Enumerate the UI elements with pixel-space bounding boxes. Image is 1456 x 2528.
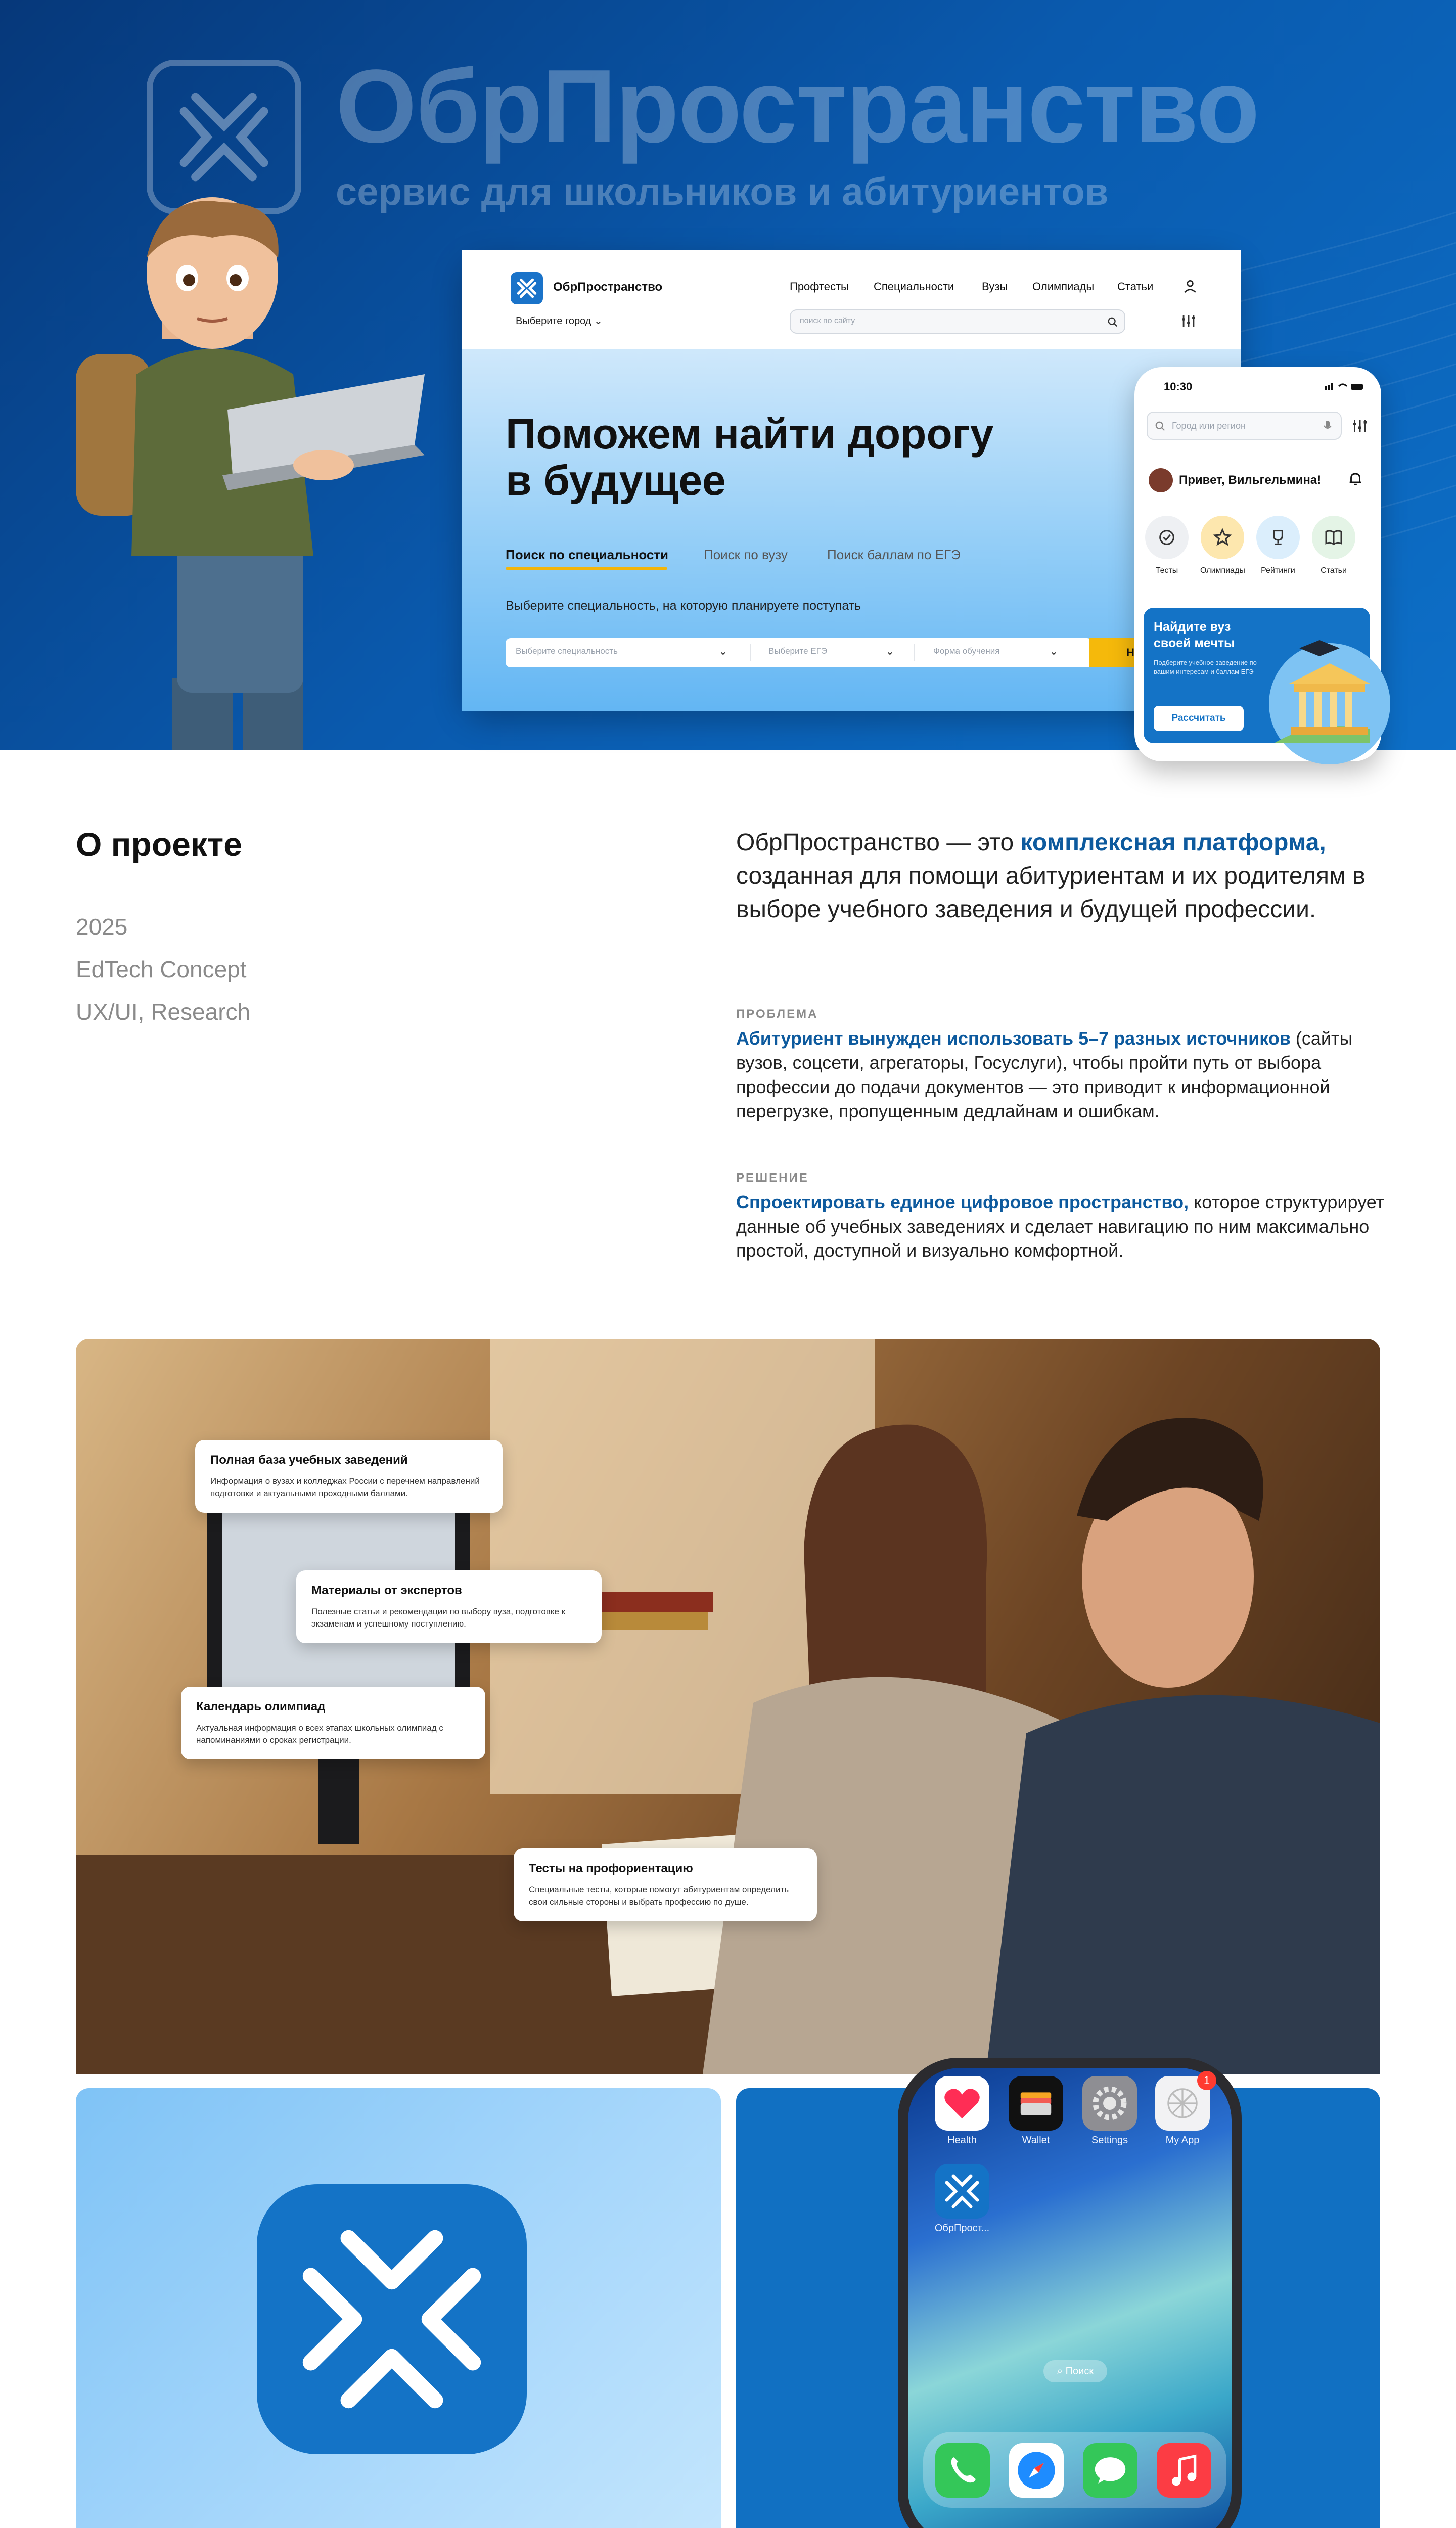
hero-title: ОбрПространство [336, 48, 1259, 164]
problem-highlight: Абитуриент вынужден использовать 5–7 разных источников [736, 1028, 1291, 1049]
search-hint: Выберите специальность, на которую планируете поступать [506, 599, 861, 613]
spotlight-search-pill[interactable] [1043, 2360, 1107, 2382]
callout-text: Полезные статьи и рекомендации по выбору вуза, подготовке к экзаменам и успешному поступлению. [311, 1607, 566, 1629]
iphone-frame [898, 2058, 1242, 2528]
site-header [462, 250, 1241, 349]
status-icons [1325, 382, 1365, 392]
solution-text [736, 1190, 1388, 1263]
filter-icon[interactable] [1180, 312, 1197, 330]
app-health[interactable] [933, 2076, 991, 2146]
feature-callout-tests [514, 1848, 817, 1921]
check-icon [1145, 516, 1189, 559]
site-search-input[interactable] [790, 309, 1125, 334]
app-settings[interactable] [1081, 2076, 1139, 2146]
nav-universities[interactable]: Вузы [982, 280, 1008, 293]
app-obrprostranstvo[interactable] [933, 2164, 991, 2234]
mobile-search-input[interactable] [1147, 412, 1342, 440]
hero-subtitle: сервис для школьников и абитуриентов [336, 170, 1109, 213]
lead-prefix: ОбрПространство — это [736, 829, 1021, 856]
app-label: Settings [1091, 2135, 1128, 2146]
callout-text: Информация о вузах и колледжах России с перечнем направлений подготовки и актуальными проходными баллами. [210, 1476, 480, 1498]
app-logo-icon [935, 2164, 989, 2219]
lead-highlight: комплексная платформа, [1020, 829, 1326, 856]
nav-articles[interactable]: Статьи [1117, 280, 1154, 293]
feature-photo [76, 1339, 1380, 2074]
about-title: О проекте [76, 826, 242, 863]
mobile-mockup [1134, 367, 1381, 761]
university-building-icon [1259, 628, 1370, 743]
nav-specialties[interactable]: Специальности [874, 280, 954, 293]
student-illustration [61, 172, 445, 750]
app-myapp[interactable] [1154, 2076, 1211, 2146]
hero-banner [0, 0, 1456, 750]
nav-olympiads[interactable]: Олимпиады [1032, 280, 1095, 293]
star-icon [1201, 516, 1244, 559]
site-logo-icon[interactable] [511, 272, 543, 304]
callout-title: Тесты на профориентацию [529, 1862, 693, 1875]
project-scope: UX/UI, Research [76, 999, 251, 1025]
chevron-down-icon: ⌄ [886, 646, 894, 657]
app-label: ОбрПрост... [934, 2223, 990, 2234]
site-hero [462, 349, 1241, 711]
feature-callout-olympiads [181, 1687, 485, 1759]
nav-proftests[interactable]: Профтесты [790, 280, 849, 293]
category-tests[interactable] [1145, 516, 1189, 575]
study-form-select[interactable]: Форма обучения [933, 646, 1000, 656]
problem-caption: ПРОБЛЕМА [736, 1007, 818, 1021]
lead-rest: созданная для помощи абитуриентам и их родителям в выборе учебного заведения и будущей профессии. [736, 863, 1366, 923]
app-label: Wallet [1022, 2135, 1050, 2146]
callout-text: Актуальная информация о всех этапах школьных олимпиад с напоминаниями о сроках регистрации. [196, 1723, 443, 1745]
calculate-button[interactable]: Рассчитать [1154, 706, 1244, 731]
tab-by-specialty[interactable]: Поиск по специальности [506, 547, 669, 562]
tab-by-university[interactable]: Поиск по вузу [704, 547, 788, 562]
status-time: 10:30 [1164, 380, 1193, 393]
mobile-search-placeholder: Город или регион [1172, 421, 1246, 431]
avatar[interactable] [1149, 468, 1173, 492]
chevron-down-icon: ⌄ [594, 315, 603, 327]
category-articles[interactable] [1311, 516, 1356, 575]
wallet-icon [1009, 2076, 1063, 2131]
category-ratings[interactable] [1256, 516, 1300, 575]
solution-highlight: Спроектировать единое цифровое пространство, [736, 1192, 1189, 1212]
iphone-screen [908, 2068, 1232, 2528]
exam-select[interactable]: Выберите ЕГЭ [768, 646, 828, 656]
search-form [506, 638, 1092, 667]
divider [750, 644, 751, 661]
bell-icon[interactable] [1347, 470, 1364, 487]
search-icon: ⌕ [1057, 2366, 1063, 2377]
site-brand[interactable]: ОбрПространство [553, 280, 663, 294]
find-university-card[interactable] [1144, 608, 1370, 743]
microphone-icon[interactable] [1323, 420, 1333, 433]
card-title: Найдите вуз своей мечты [1154, 620, 1235, 650]
callout-title: Полная база учебных заведений [210, 1453, 408, 1467]
solution-rest: которое структурирует данные об учебных заведениях и сделает навигацию по ним максимально простой, доступной и визуально комфортной. [736, 1192, 1385, 1261]
app-label: My App [1165, 2135, 1200, 2146]
project-lead [736, 826, 1393, 926]
category-label: Рейтинги [1261, 566, 1295, 575]
compass-icon[interactable] [1009, 2443, 1064, 2498]
problem-text [736, 1026, 1388, 1123]
category-label: Статьи [1321, 566, 1347, 575]
divider [914, 644, 915, 661]
chevron-down-icon: ⌄ [1050, 646, 1058, 657]
problem-rest: (сайты вузов, соцсети, агрегаторы, Госуслуги), чтобы пройти путь от выбора профессии до подачи документов — это приводит к информационной перегрузке, пропущенным дедлайнам и ошибкам. [736, 1028, 1353, 1121]
trophy-icon [1256, 516, 1300, 559]
app-label: Health [947, 2135, 977, 2146]
search-icon [1107, 317, 1118, 328]
filter-icon[interactable] [1351, 417, 1369, 435]
desktop-mockup [462, 250, 1241, 711]
city-select[interactable] [516, 314, 603, 327]
chevron-down-icon: ⌄ [719, 646, 727, 657]
homescreen-tile [736, 2074, 1380, 2528]
find-button-label: Н [1126, 646, 1134, 659]
music-icon[interactable] [1157, 2443, 1211, 2498]
phone-icon[interactable] [935, 2443, 990, 2498]
heart-icon [935, 2076, 989, 2131]
user-icon[interactable] [1182, 278, 1198, 294]
search-pill-label: Поиск [1065, 2366, 1094, 2377]
specialty-select[interactable]: Выберите специальность [516, 646, 618, 656]
app-icon-tile [76, 2088, 721, 2528]
tab-by-exam-score[interactable]: Поиск баллам по ЕГЭ [827, 547, 961, 562]
callout-title: Календарь олимпиад [196, 1700, 326, 1713]
site-search-placeholder: поиск по сайту [800, 317, 855, 325]
city-select-label: Выберите город [516, 315, 592, 327]
site-headline: Поможем найти дорогу в будущее [506, 410, 994, 504]
callout-text: Специальные тесты, которые помогут абитуриентам определить свои сильные стороны и выбрать профессию по душе. [529, 1885, 789, 1907]
app-logo-icon [257, 2184, 527, 2454]
notification-badge: 1 [1197, 2071, 1216, 2090]
book-icon [1312, 516, 1355, 559]
messages-icon[interactable] [1083, 2443, 1138, 2498]
search-icon [1155, 421, 1166, 432]
category-olympiads[interactable] [1200, 516, 1245, 575]
solution-caption: РЕШЕНИЕ [736, 1171, 809, 1185]
category-label: Тесты [1155, 566, 1178, 575]
card-text: Подберите учебное заведение по вашим интересам и баллам ЕГЭ [1154, 659, 1257, 675]
category-label: Олимпиады [1200, 566, 1245, 575]
feature-callout-database [195, 1440, 503, 1513]
app-wallet[interactable] [1007, 2076, 1065, 2146]
callout-title: Материалы от экспертов [311, 1584, 462, 1597]
greeting: Привет, Вильгельмина! [1179, 473, 1322, 487]
project-type: EdTech Concept [76, 956, 247, 982]
feature-callout-experts [296, 1570, 602, 1643]
gear-icon [1082, 2076, 1137, 2131]
active-tab-indicator [506, 567, 667, 570]
project-year: 2025 [76, 914, 128, 940]
dock [923, 2432, 1226, 2508]
